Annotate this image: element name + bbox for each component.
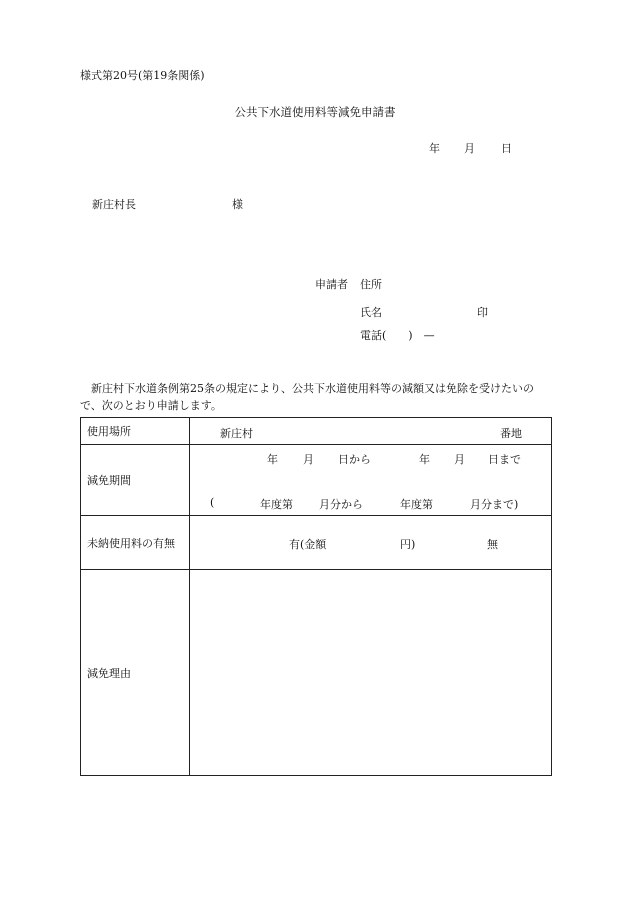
application-table xyxy=(80,417,552,776)
document-title: 公共下水道使用料等減免申請書 xyxy=(234,105,396,119)
period-to-month: 月 xyxy=(454,453,465,466)
period-from-year: 年 xyxy=(267,453,278,466)
period-month-from: 月分から xyxy=(319,498,363,511)
location-banchi: 番地 xyxy=(500,427,522,440)
date-day: 日 xyxy=(501,142,512,155)
period-from-day: 日から xyxy=(338,453,371,466)
reason-field[interactable] xyxy=(190,570,552,776)
addressee xyxy=(92,196,243,212)
location-village: 新庄村 xyxy=(220,427,253,440)
row-unpaid xyxy=(81,516,552,570)
date-month: 月 xyxy=(464,142,475,155)
period-paren-open: ( xyxy=(210,496,215,509)
period-field[interactable] xyxy=(190,445,552,516)
period-fy-to: 年度第 xyxy=(400,498,433,511)
row-location xyxy=(81,418,552,445)
period-month-to: 月分まで) xyxy=(470,498,519,511)
addressee-honorific: 様 xyxy=(232,198,243,211)
seal-mark: 印 xyxy=(477,306,488,319)
period-label: 減免期間 xyxy=(81,445,190,516)
period-to-year: 年 xyxy=(419,453,430,466)
location-field[interactable] xyxy=(190,418,552,445)
body-text: 新庄村下水道条例第25条の規定により、公共下水道使用料等の減額又は免除を受けたいので、次のとおり申請します。 xyxy=(80,382,534,412)
unpaid-label: 未納使用料の有無 xyxy=(81,516,190,570)
applicant-name-label: 氏名 xyxy=(360,306,382,319)
period-from-month: 月 xyxy=(303,453,314,466)
row-period xyxy=(81,445,552,516)
period-fy-from: 年度第 xyxy=(260,498,293,511)
date-year: 年 xyxy=(429,142,440,155)
application-date xyxy=(429,140,512,156)
unpaid-yes: 有(金額 xyxy=(289,538,327,551)
unpaid-no: 無 xyxy=(487,538,498,551)
addressee-name: 新庄村長 xyxy=(92,198,136,211)
period-to-day: 日まで xyxy=(488,453,521,466)
row-reason xyxy=(81,570,552,776)
applicant-label: 申請者 xyxy=(315,278,348,291)
reason-label: 減免理由 xyxy=(81,570,190,776)
applicant-phone-label: 電話( ) — xyxy=(360,329,435,342)
unpaid-field[interactable] xyxy=(190,516,552,570)
unpaid-yen: 円) xyxy=(400,538,416,551)
location-label: 使用場所 xyxy=(81,418,190,445)
applicant-address-label: 住所 xyxy=(360,278,382,291)
form-number: 様式第20号(第19条関係) xyxy=(80,69,205,82)
